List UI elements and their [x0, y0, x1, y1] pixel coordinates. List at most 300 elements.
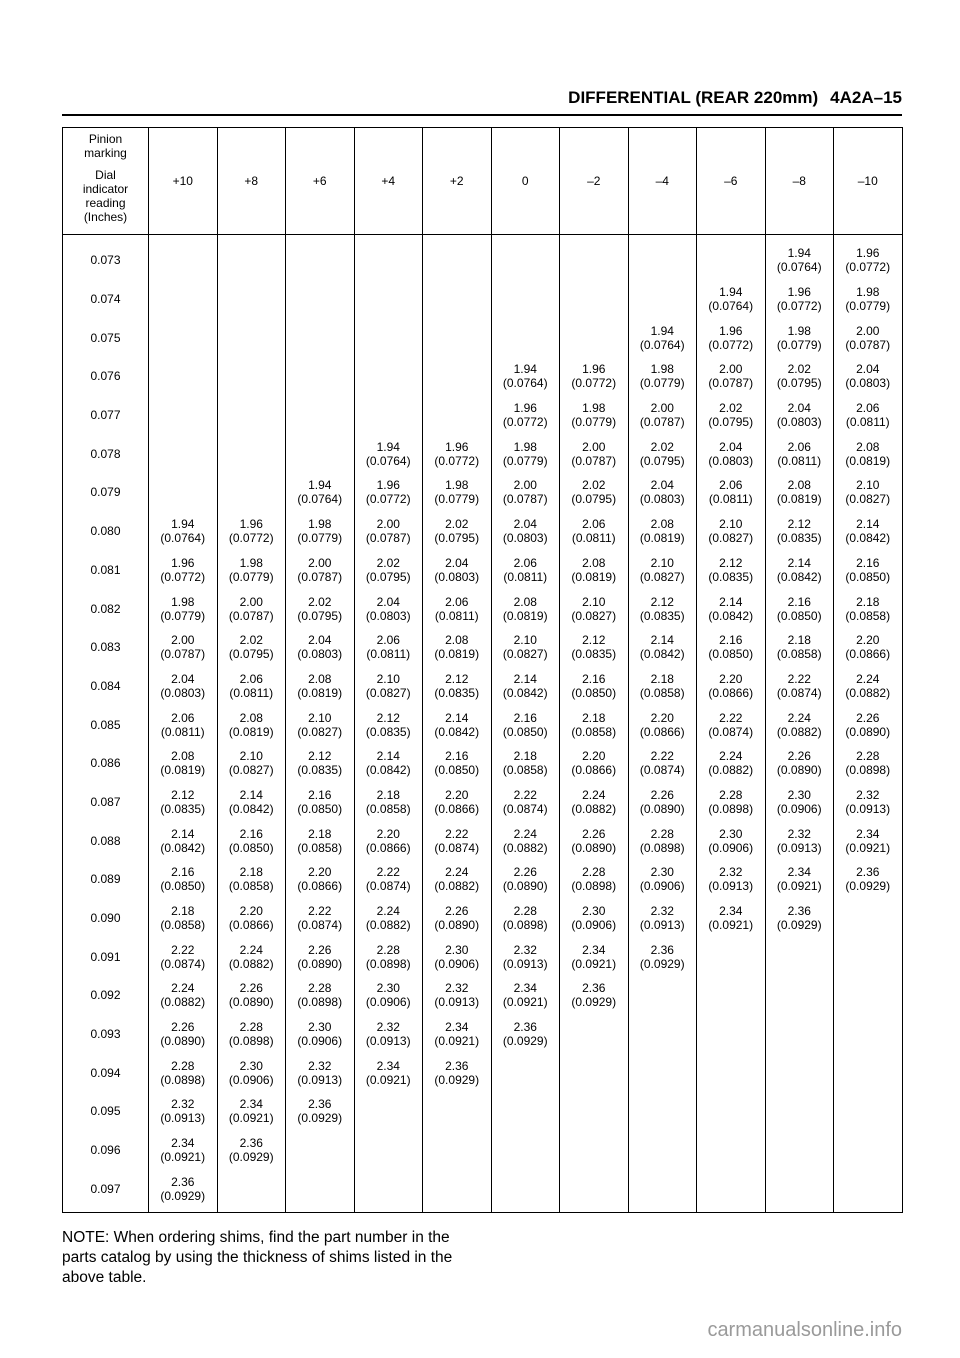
shim-thickness-cell: 2.28 (0.0898): [149, 1053, 218, 1092]
shim-thickness-cell: [765, 1015, 834, 1054]
shim-thickness-cell: [765, 1131, 834, 1170]
shim-thickness-cell: 2.18 (0.0858): [286, 821, 355, 860]
shim-thickness-cell: [354, 1170, 423, 1213]
shim-thickness-cell: 2.26 (0.0890): [628, 783, 697, 822]
table-row: [63, 589, 903, 628]
shim-thickness-cell: 2.36 (0.0929): [765, 899, 834, 938]
dial-reading-cell: 0.076: [90, 369, 121, 384]
shim-thickness-cell: 2.10 (0.0827): [834, 473, 903, 512]
shim-thickness-cell: 2.08 (0.0819): [423, 628, 492, 667]
column-header-pinion-marking: +6: [286, 128, 355, 235]
shim-thickness-cell: 2.08 (0.0819): [491, 589, 560, 628]
shim-thickness-cell: 2.08 (0.0819): [149, 744, 218, 783]
shim-thickness-cell: 2.06 (0.0811): [560, 512, 629, 551]
shim-thickness-cell: 2.34 (0.0921): [834, 821, 903, 860]
shim-thickness-cell: 2.08 (0.0819): [628, 512, 697, 551]
shim-thickness-cell: 2.34 (0.0921): [149, 1131, 218, 1170]
shim-thickness-cell: [697, 976, 766, 1015]
shim-thickness-cell: 2.20 (0.0866): [697, 667, 766, 706]
shim-thickness-cell: [834, 937, 903, 976]
shim-thickness-cell: 2.24 (0.0882): [697, 744, 766, 783]
shim-thickness-cell: 2.30 (0.0906): [560, 899, 629, 938]
column-header-pinion-marking: +10: [149, 128, 218, 235]
shim-thickness-cell: 2.10 (0.0827): [217, 744, 286, 783]
shim-thickness-cell: 2.24 (0.0882): [834, 667, 903, 706]
shim-thickness-cell: [217, 473, 286, 512]
shim-thickness-cell: [834, 976, 903, 1015]
table-row: [63, 821, 903, 860]
shim-thickness-cell: 1.96 (0.0772): [697, 318, 766, 357]
shim-thickness-cell: 2.16 (0.0850): [217, 821, 286, 860]
shim-thickness-cell: [697, 1170, 766, 1213]
shim-thickness-cell: 2.22 (0.0874): [628, 744, 697, 783]
shim-thickness-cell: 1.98 (0.0779): [217, 551, 286, 590]
shim-thickness-cell: [217, 357, 286, 396]
shim-thickness-cell: 2.26 (0.0890): [286, 937, 355, 976]
shim-thickness-cell: [423, 1170, 492, 1213]
shim-thickness-cell: 2.16 (0.0850): [149, 860, 218, 899]
shim-thickness-cell: [354, 1131, 423, 1170]
shim-thickness-cell: 1.96 (0.0772): [423, 434, 492, 473]
shim-thickness-cell: [149, 280, 218, 319]
shim-thickness-cell: 2.02 (0.0795): [217, 628, 286, 667]
corner-header: [63, 128, 149, 235]
table-row: [63, 473, 903, 512]
shim-thickness-cell: 2.36 (0.0929): [491, 1015, 560, 1054]
shim-thickness-cell: 2.20 (0.0866): [560, 744, 629, 783]
dial-reading-cell: 0.084: [90, 678, 121, 693]
header-rule: [62, 114, 902, 116]
shim-thickness-cell: [423, 396, 492, 435]
shim-thickness-cell: [560, 318, 629, 357]
shim-thickness-cell: 2.00 (0.0787): [834, 318, 903, 357]
dial-reading-cell: 0.092: [90, 988, 121, 1003]
table-row: [63, 396, 903, 435]
shim-thickness-cell: 2.08 (0.0819): [286, 667, 355, 706]
shim-thickness-cell: [354, 357, 423, 396]
shim-thickness-cell: 2.06 (0.0811): [354, 628, 423, 667]
shim-thickness-cell: 2.12 (0.0835): [286, 744, 355, 783]
dial-indicator-label: Dial indicator reading (Inches): [82, 168, 129, 224]
shim-thickness-cell: [491, 1170, 560, 1213]
dial-reading-cell: 0.083: [90, 640, 121, 655]
shim-thickness-cell: 2.26 (0.0890): [149, 1015, 218, 1054]
shim-thickness-cell: [491, 318, 560, 357]
shim-thickness-cell: 2.26 (0.0890): [217, 976, 286, 1015]
dial-reading-cell: 0.094: [90, 1065, 121, 1080]
shim-thickness-cell: [628, 1131, 697, 1170]
shim-thickness-cell: [628, 976, 697, 1015]
shim-thickness-cell: 2.30 (0.0906): [354, 976, 423, 1015]
shim-thickness-cell: 2.02 (0.0795): [286, 589, 355, 628]
shim-thickness-cell: 1.94 (0.0764): [354, 434, 423, 473]
shim-thickness-cell: [286, 1131, 355, 1170]
dial-reading-cell: 0.082: [90, 601, 121, 616]
column-header-pinion-marking: +4: [354, 128, 423, 235]
shim-thickness-cell: 1.94 (0.0764): [149, 512, 218, 551]
shim-thickness-cell: 2.24 (0.0882): [491, 821, 560, 860]
shim-thickness-cell: 2.32 (0.0913): [491, 937, 560, 976]
shim-thickness-cell: [560, 1170, 629, 1213]
shim-thickness-cell: 2.20 (0.0866): [834, 628, 903, 667]
shim-thickness-cell: 1.98 (0.0779): [628, 357, 697, 396]
shim-thickness-cell: [423, 280, 492, 319]
shim-thickness-cell: [354, 318, 423, 357]
shim-thickness-cell: 2.22 (0.0874): [149, 937, 218, 976]
dial-reading-cell: 0.075: [90, 330, 121, 345]
shim-thickness-cell: 2.18 (0.0858): [560, 705, 629, 744]
shim-thickness-cell: [217, 1170, 286, 1213]
shim-thickness-cell: 2.00 (0.0787): [217, 589, 286, 628]
shim-thickness-cell: [765, 1170, 834, 1213]
shim-thickness-cell: 2.36 (0.0929): [628, 937, 697, 976]
dial-reading-cell: 0.073: [90, 253, 121, 268]
column-header-pinion-marking: –10: [834, 128, 903, 235]
shim-thickness-cell: 1.98 (0.0779): [765, 318, 834, 357]
shim-thickness-cell: 2.16 (0.0850): [560, 667, 629, 706]
shim-thickness-cell: 2.28 (0.0898): [697, 783, 766, 822]
shim-thickness-cell: [765, 937, 834, 976]
shim-thickness-cell: 2.34 (0.0921): [491, 976, 560, 1015]
dial-reading-cell: 0.074: [90, 292, 121, 307]
table-row: [63, 783, 903, 822]
shim-thickness-cell: 2.22 (0.0874): [354, 860, 423, 899]
shim-thickness-cell: 2.06 (0.0811): [217, 667, 286, 706]
shim-thickness-cell: [834, 899, 903, 938]
shim-thickness-cell: [354, 280, 423, 319]
shim-thickness-cell: 2.12 (0.0835): [628, 589, 697, 628]
table-row: [63, 1015, 903, 1054]
shim-thickness-cell: 2.22 (0.0874): [491, 783, 560, 822]
shim-thickness-cell: [560, 1015, 629, 1054]
table-row: [63, 899, 903, 938]
shim-thickness-cell: 2.04 (0.0803): [834, 357, 903, 396]
shim-thickness-cell: [834, 1015, 903, 1054]
shim-thickness-cell: [628, 1053, 697, 1092]
shim-thickness-cell: 2.28 (0.0898): [286, 976, 355, 1015]
shim-thickness-cell: 2.04 (0.0803): [149, 667, 218, 706]
shim-thickness-cell: 2.32 (0.0913): [286, 1053, 355, 1092]
shim-thickness-cell: [834, 1131, 903, 1170]
shim-thickness-cell: 2.36 (0.0929): [834, 860, 903, 899]
dial-reading-cell: 0.090: [90, 911, 121, 926]
shim-thickness-cell: 2.04 (0.0803): [697, 434, 766, 473]
shim-thickness-cell: [491, 235, 560, 280]
table-row: [63, 318, 903, 357]
shim-thickness-cell: [217, 396, 286, 435]
shim-thickness-cell: 2.02 (0.0795): [560, 473, 629, 512]
shim-thickness-cell: 2.16 (0.0850): [834, 551, 903, 590]
shim-thickness-cell: [354, 235, 423, 280]
shim-thickness-cell: 2.14 (0.0842): [765, 551, 834, 590]
shim-thickness-cell: 2.26 (0.0890): [765, 744, 834, 783]
shim-thickness-cell: 2.18 (0.0858): [217, 860, 286, 899]
shim-thickness-cell: [628, 1170, 697, 1213]
shim-thickness-cell: 2.18 (0.0858): [765, 628, 834, 667]
shim-thickness-cell: 2.08 (0.0819): [834, 434, 903, 473]
shim-thickness-cell: 2.22 (0.0874): [697, 705, 766, 744]
shim-thickness-cell: 2.28 (0.0898): [628, 821, 697, 860]
shim-thickness-cell: 2.32 (0.0913): [423, 976, 492, 1015]
dial-reading-cell: 0.086: [90, 756, 121, 771]
shim-thickness-cell: 1.94 (0.0764): [765, 235, 834, 280]
dial-reading-cell: 0.078: [90, 446, 121, 461]
shim-thickness-cell: 2.32 (0.0913): [697, 860, 766, 899]
shim-thickness-cell: 2.26 (0.0890): [834, 705, 903, 744]
shim-thickness-cell: 2.12 (0.0835): [423, 667, 492, 706]
shim-thickness-cell: [491, 1092, 560, 1131]
shim-thickness-cell: 1.98 (0.0779): [834, 280, 903, 319]
shim-thickness-cell: 2.30 (0.0906): [765, 783, 834, 822]
shim-thickness-cell: [560, 1053, 629, 1092]
shim-thickness-cell: [765, 1053, 834, 1092]
shim-thickness-cell: [628, 280, 697, 319]
shim-thickness-cell: [834, 1170, 903, 1213]
shim-thickness-cell: 2.28 (0.0898): [354, 937, 423, 976]
shim-thickness-cell: 2.28 (0.0898): [834, 744, 903, 783]
table-header-row: [63, 128, 903, 235]
shim-thickness-cell: 1.96 (0.0772): [149, 551, 218, 590]
shim-thickness-cell: 2.14 (0.0842): [217, 783, 286, 822]
table-row: [63, 937, 903, 976]
shim-thickness-cell: 2.24 (0.0882): [354, 899, 423, 938]
dial-reading-cell: 0.085: [90, 717, 121, 732]
table-row: [63, 1092, 903, 1131]
shim-thickness-cell: 2.18 (0.0858): [834, 589, 903, 628]
shim-thickness-cell: 2.30 (0.0906): [628, 860, 697, 899]
shim-thickness-cell: [354, 396, 423, 435]
shim-thickness-cell: [149, 357, 218, 396]
shim-thickness-cell: 2.16 (0.0850): [697, 628, 766, 667]
shim-thickness-cell: 2.16 (0.0850): [765, 589, 834, 628]
table-row: [63, 512, 903, 551]
shim-thickness-cell: 2.28 (0.0898): [217, 1015, 286, 1054]
shim-thickness-cell: 2.10 (0.0827): [697, 512, 766, 551]
shim-thickness-cell: [834, 1092, 903, 1131]
shim-thickness-cell: 2.00 (0.0787): [286, 551, 355, 590]
shim-thickness-cell: [765, 1092, 834, 1131]
shim-thickness-cell: 2.00 (0.0787): [697, 357, 766, 396]
shim-thickness-cell: [286, 280, 355, 319]
shim-thickness-cell: 2.26 (0.0890): [423, 899, 492, 938]
shim-thickness-cell: 1.94 (0.0764): [286, 473, 355, 512]
shim-thickness-cell: 2.12 (0.0835): [560, 628, 629, 667]
shim-thickness-cell: [697, 937, 766, 976]
shim-thickness-cell: 2.22 (0.0874): [423, 821, 492, 860]
shim-thickness-cell: [149, 473, 218, 512]
shim-thickness-cell: 1.94 (0.0764): [491, 357, 560, 396]
shim-thickness-cell: [560, 280, 629, 319]
ordering-note: NOTE: When ordering shims, find the part number in the parts catalog by using the thickness of shims listed in the above table.: [62, 1229, 453, 1286]
shim-thickness-cell: [149, 396, 218, 435]
shim-thickness-cell: 2.06 (0.0811): [149, 705, 218, 744]
shim-thickness-cell: 2.14 (0.0842): [354, 744, 423, 783]
shim-thickness-cell: [217, 318, 286, 357]
shim-thickness-cell: [628, 235, 697, 280]
shim-thickness-cell: 1.96 (0.0772): [834, 235, 903, 280]
shim-thickness-cell: [217, 434, 286, 473]
shim-thickness-cell: 2.30 (0.0906): [286, 1015, 355, 1054]
dial-reading-cell: 0.088: [90, 833, 121, 848]
shim-thickness-cell: 2.04 (0.0803): [628, 473, 697, 512]
shim-thickness-cell: [286, 434, 355, 473]
shim-thickness-cell: 2.32 (0.0913): [765, 821, 834, 860]
shim-thickness-cell: 2.34 (0.0921): [423, 1015, 492, 1054]
shim-thickness-cell: 2.00 (0.0787): [628, 396, 697, 435]
column-header-pinion-marking: –6: [697, 128, 766, 235]
shim-thickness-cell: 2.26 (0.0890): [560, 821, 629, 860]
shim-thickness-cell: [423, 1092, 492, 1131]
shim-thickness-cell: [286, 235, 355, 280]
shim-thickness-cell: 2.02 (0.0795): [423, 512, 492, 551]
shim-thickness-cell: [423, 235, 492, 280]
shim-thickness-cell: 2.34 (0.0921): [217, 1092, 286, 1131]
shim-thickness-cell: 2.34 (0.0921): [354, 1053, 423, 1092]
shim-thickness-cell: 2.26 (0.0890): [491, 860, 560, 899]
shim-thickness-cell: [286, 396, 355, 435]
shim-thickness-cell: [217, 235, 286, 280]
shim-thickness-cell: 2.18 (0.0858): [628, 667, 697, 706]
shim-thickness-cell: 1.96 (0.0772): [491, 396, 560, 435]
shim-thickness-cell: 2.14 (0.0842): [423, 705, 492, 744]
shim-thickness-cell: 2.14 (0.0842): [149, 821, 218, 860]
shim-thickness-cell: [697, 235, 766, 280]
shim-thickness-cell: [286, 318, 355, 357]
table-row: [63, 1170, 903, 1213]
table-row: [63, 551, 903, 590]
dial-reading-cell: 0.077: [90, 408, 121, 423]
shim-thickness-cell: 2.00 (0.0787): [560, 434, 629, 473]
table-row: [63, 705, 903, 744]
shim-thickness-cell: [628, 1015, 697, 1054]
shim-thickness-cell: [560, 1092, 629, 1131]
shim-thickness-cell: 2.04 (0.0803): [491, 512, 560, 551]
table-row: [63, 1053, 903, 1092]
shim-thickness-cell: 1.94 (0.0764): [697, 280, 766, 319]
shim-thickness-cell: 2.04 (0.0803): [423, 551, 492, 590]
shim-thickness-cell: 2.14 (0.0842): [491, 667, 560, 706]
shim-thickness-cell: [286, 357, 355, 396]
shim-thickness-cell: [697, 1015, 766, 1054]
shim-thickness-cell: 2.24 (0.0882): [560, 783, 629, 822]
shim-thickness-cell: [354, 1092, 423, 1131]
shim-thickness-cell: 2.24 (0.0882): [149, 976, 218, 1015]
column-header-pinion-marking: –2: [560, 128, 629, 235]
shim-thickness-cell: 2.20 (0.0866): [217, 899, 286, 938]
shim-thickness-cell: 1.98 (0.0779): [286, 512, 355, 551]
table-row: [63, 434, 903, 473]
shim-thickness-cell: [149, 318, 218, 357]
shim-thickness-cell: 1.96 (0.0772): [560, 357, 629, 396]
shim-thickness-cell: 2.00 (0.0787): [149, 628, 218, 667]
dial-reading-cell: 0.080: [90, 524, 121, 539]
table-row: [63, 628, 903, 667]
shim-thickness-cell: 2.24 (0.0882): [765, 705, 834, 744]
shim-thickness-cell: 2.24 (0.0882): [217, 937, 286, 976]
dial-reading-cell: 0.097: [90, 1181, 121, 1196]
shim-thickness-cell: 2.22 (0.0874): [765, 667, 834, 706]
shim-thickness-cell: 2.30 (0.0906): [423, 937, 492, 976]
column-header-pinion-marking: –4: [628, 128, 697, 235]
table-row: [63, 744, 903, 783]
dial-reading-cell: 0.087: [90, 794, 121, 809]
shim-thickness-cell: 1.98 (0.0779): [491, 434, 560, 473]
shim-thickness-cell: 2.16 (0.0850): [286, 783, 355, 822]
shim-thickness-cell: 2.14 (0.0842): [697, 589, 766, 628]
shim-thickness-cell: 2.34 (0.0921): [697, 899, 766, 938]
watermark: carmanualsonline.info: [707, 1319, 902, 1341]
shim-thickness-cell: 2.30 (0.0906): [697, 821, 766, 860]
shim-thickness-cell: 2.12 (0.0835): [354, 705, 423, 744]
shim-thickness-cell: [491, 280, 560, 319]
shim-thickness-cell: 2.10 (0.0827): [286, 705, 355, 744]
shim-thickness-cell: 1.98 (0.0779): [423, 473, 492, 512]
shim-thickness-cell: 2.14 (0.0842): [628, 628, 697, 667]
shim-thickness-cell: 2.16 (0.0850): [423, 744, 492, 783]
shim-thickness-cell: 2.02 (0.0795): [628, 434, 697, 473]
shim-thickness-cell: 2.28 (0.0898): [560, 860, 629, 899]
shim-thickness-cell: [286, 1170, 355, 1213]
shim-thickness-cell: [149, 434, 218, 473]
shim-thickness-cell: [423, 1131, 492, 1170]
shim-thickness-cell: 2.20 (0.0866): [286, 860, 355, 899]
table-row: [63, 235, 903, 280]
shim-thickness-cell: [697, 1053, 766, 1092]
shim-thickness-cell: 2.16 (0.0850): [491, 705, 560, 744]
shim-thickness-cell: 2.34 (0.0921): [765, 860, 834, 899]
dial-reading-cell: 0.079: [90, 485, 121, 500]
shim-thickness-cell: 1.96 (0.0772): [765, 280, 834, 319]
shim-thickness-cell: [765, 976, 834, 1015]
shim-thickness-cell: 2.06 (0.0811): [697, 473, 766, 512]
shim-thickness-cell: 2.20 (0.0866): [354, 821, 423, 860]
shim-thickness-cell: 2.12 (0.0835): [697, 551, 766, 590]
shim-thickness-cell: 2.04 (0.0803): [354, 589, 423, 628]
page-number: 4A2A–15: [830, 88, 902, 107]
shim-thickness-cell: 2.06 (0.0811): [765, 434, 834, 473]
shim-thickness-cell: 2.28 (0.0898): [491, 899, 560, 938]
section-title: DIFFERENTIAL (REAR 220mm): [568, 88, 819, 107]
shim-thickness-cell: 2.32 (0.0913): [149, 1092, 218, 1131]
shim-thickness-cell: 2.06 (0.0811): [491, 551, 560, 590]
shim-thickness-cell: 2.02 (0.0795): [697, 396, 766, 435]
pinion-marking-label: Pinion marking: [84, 132, 127, 160]
shim-thickness-cell: 2.24 (0.0882): [423, 860, 492, 899]
shim-thickness-cell: [217, 280, 286, 319]
shim-thickness-cell: [628, 1092, 697, 1131]
shim-thickness-cell: [491, 1053, 560, 1092]
shim-thickness-cell: 1.96 (0.0772): [354, 473, 423, 512]
column-header-pinion-marking: +2: [423, 128, 492, 235]
shim-thickness-cell: 1.98 (0.0779): [560, 396, 629, 435]
shim-thickness-cell: 2.02 (0.0795): [765, 357, 834, 396]
shim-thickness-cell: 2.10 (0.0827): [491, 628, 560, 667]
shim-thickness-cell: 2.08 (0.0819): [765, 473, 834, 512]
page-header: [568, 88, 902, 108]
table-row: [63, 860, 903, 899]
shim-thickness-cell: [560, 1131, 629, 1170]
column-header-pinion-marking: –8: [765, 128, 834, 235]
shim-thickness-cell: 1.98 (0.0779): [149, 589, 218, 628]
shim-thickness-cell: 2.22 (0.0874): [286, 899, 355, 938]
table-row: [63, 1131, 903, 1170]
dial-reading-cell: 0.089: [90, 872, 121, 887]
shim-thickness-cell: 2.36 (0.0929): [217, 1131, 286, 1170]
shim-thickness-cell: 2.12 (0.0835): [765, 512, 834, 551]
table-row: [63, 667, 903, 706]
shim-selection-table: [62, 127, 903, 1213]
shim-thickness-cell: 2.30 (0.0906): [217, 1053, 286, 1092]
